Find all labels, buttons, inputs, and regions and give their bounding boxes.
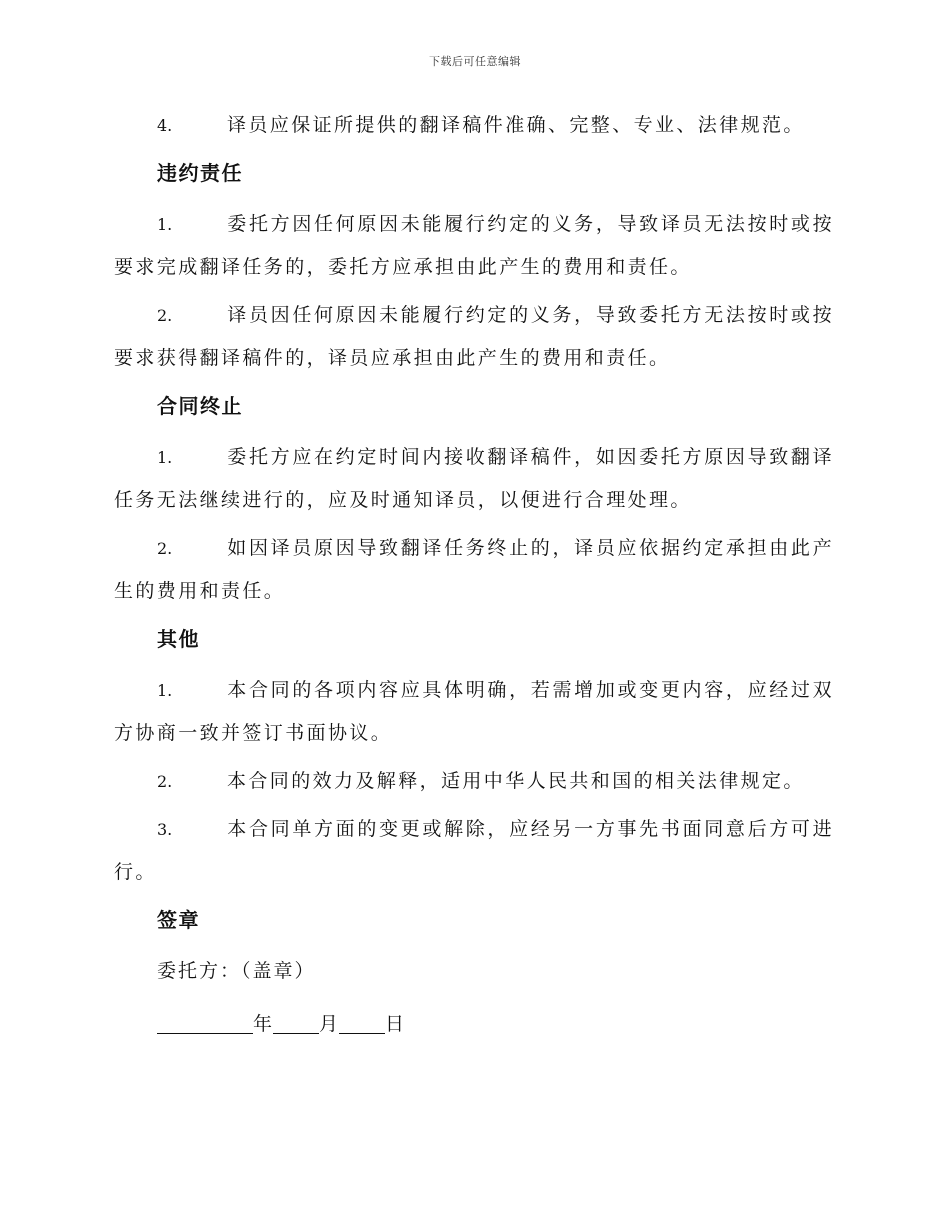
day-blank [339,1011,385,1034]
section-heading-breach: 违约责任 [157,161,243,185]
clause-text: 本合同的效力及解释，适用中华人民共和国的相关法律规定。 [227,770,805,792]
document-body [114,104,834,1046]
section-heading-termination: 合同终止 [157,394,243,418]
clause-number: 4. [157,116,173,135]
section-heading-signature: 签章 [157,908,200,932]
clause-number: 3. [157,820,173,839]
clause-text: 如因译员原因导致翻译任务终止的，译员应依据约定承担由此产生的费用和责任。 [114,537,834,602]
clause-number: 1. [157,215,173,234]
clause-item [114,294,834,380]
day-label: 日 [385,1013,406,1035]
clause-item [114,104,834,147]
clause-text: 本合同单方面的变更或解除，应经另一方事先书面同意后方可进行。 [114,818,834,883]
clause-item [114,527,834,613]
clause-text: 委托方应在约定时间内接收翻译稿件，如因委托方原因导致翻译任务无法继续进行的，应及时通知译员，以便进行合理处理。 [114,446,834,511]
clause-item [114,760,834,803]
clause-text: 译员应保证所提供的翻译稿件准确、完整、专业、法律规范。 [227,114,805,136]
page-header: 下载后可任意编辑 [429,55,521,68]
clause-number: 1. [157,448,173,467]
clause-number: 2. [157,772,173,791]
clause-item [114,808,834,894]
signature-date-line [114,1003,834,1046]
signature-party-line: 委托方：（盖章） [157,960,316,982]
year-label: 年 [253,1013,274,1035]
clause-text: 委托方因任何原因未能履行约定的义务，导致译员无法按时或按要求完成翻译任务的，委托方应承担由此产生的费用和责任。 [114,213,834,278]
clause-number: 1. [157,681,173,700]
clause-number: 2. [157,539,173,558]
clause-item [114,669,834,755]
clause-text: 本合同的各项内容应具体明确，若需增加或变更内容，应经过双方协商一致并签订书面协议。 [114,679,834,744]
clause-text: 译员因任何原因未能履行约定的义务，导致委托方无法按时或按要求获得翻译稿件的，译员应承担由此产生的费用和责任。 [114,304,834,369]
clause-item [114,203,834,289]
clause-number: 2. [157,306,173,325]
clause-item [114,436,834,522]
month-blank [273,1011,319,1034]
year-blank [157,1011,253,1034]
section-heading-other: 其他 [157,627,200,651]
month-label: 月 [319,1013,340,1035]
